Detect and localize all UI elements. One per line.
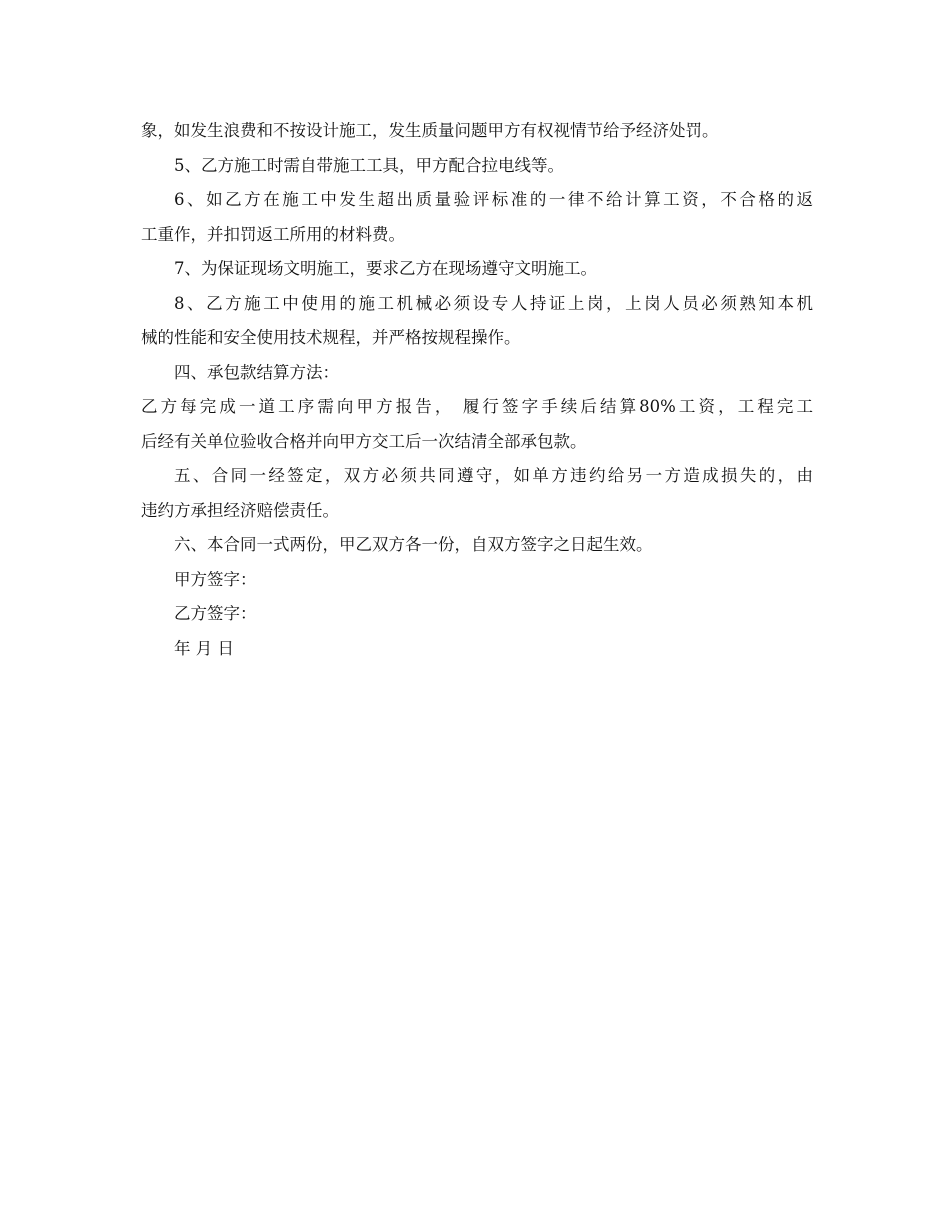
section-6: 六、本合同一式两份，甲乙双方各一份，自双方签字之日起生效。 — [174, 535, 653, 554]
payment-line-2: 后经有关单位验收合格并向甲方交工后一次结清全部承包款。 — [141, 431, 587, 451]
clause-6-line-1: 6、如乙方在施工中发生超出质量验评标准的一律不给计算工资，不合格的返 — [174, 190, 813, 209]
clause-8-line-1: 8、乙方施工中使用的施工机械必须设专人持证上岗，上岗人员必须熟知本机 — [174, 293, 813, 313]
section-5-line-1: 五、合同一经签定，双方必须共同遵守，如单方违约给另一方造成损失的，由 — [174, 466, 813, 485]
party-a-signature: 甲方签字： — [174, 569, 257, 589]
party-b-signature: 乙方签字： — [174, 604, 257, 623]
contract-body — [141, 114, 813, 666]
payment-line-1: 乙方每完成一道工序需向甲方报告， 履行签字手续后结算80%工资，工程完工 — [141, 397, 813, 416]
paragraph-continuation: 象，如发生浪费和不按设计施工，发生质量问题甲方有权视情节给予经济处罚。 — [141, 121, 719, 140]
section-4-heading: 四、承包款结算方法： — [174, 362, 339, 382]
clause-8-line-2: 械的性能和安全使用技术规程，并严格按规程操作。 — [141, 328, 521, 347]
clause-7: 7、为保证现场文明施工，要求乙方在现场遵守文明施工。 — [174, 259, 597, 278]
signature-date: 年 月 日 — [174, 638, 234, 658]
clause-5: 5、乙方施工时需自带施工工具，甲方配合拉电线等。 — [174, 155, 564, 175]
section-5-line-2: 违约方承担经济赔偿责任。 — [141, 500, 339, 520]
clause-6-line-2: 工重作，并扣罚返工所用的材料费。 — [141, 224, 405, 244]
